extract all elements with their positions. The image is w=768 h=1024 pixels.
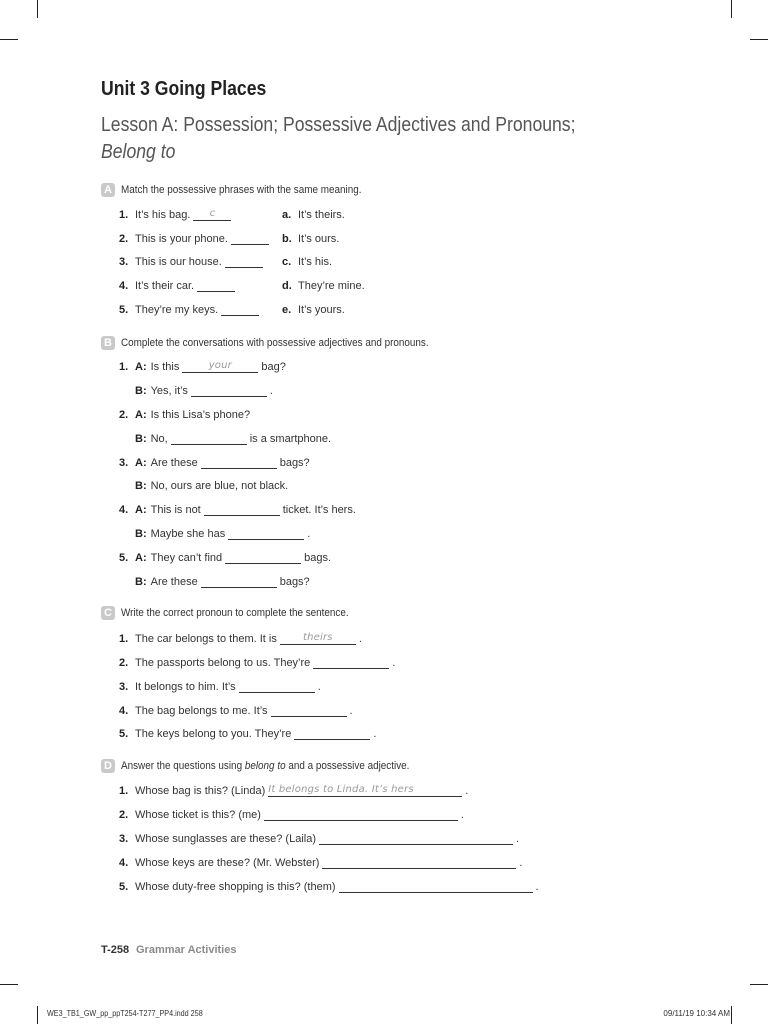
crop-mark	[731, 1006, 732, 1024]
answer-blank[interactable]	[294, 727, 370, 740]
item-number: 2.	[119, 233, 129, 245]
item-number: 5.	[119, 552, 129, 564]
answer-blank[interactable]	[313, 656, 389, 669]
section-c-instruction: Write the correct pronoun to complete the sentence.	[121, 607, 349, 619]
handwritten-answer: It belongs to Linda. It’s hers	[268, 784, 414, 795]
section-a-item	[119, 230, 272, 245]
item-text: The keys belong to you. They’re	[135, 728, 292, 740]
section-a-item	[119, 301, 262, 316]
answer-blank[interactable]	[271, 704, 347, 717]
option-text: It’s theirs.	[298, 209, 345, 221]
option-text: It’s his.	[298, 256, 333, 268]
item-number: 1.	[119, 633, 129, 645]
section-a-option	[282, 301, 345, 316]
answer-blank[interactable]	[182, 360, 258, 373]
section-a-option	[282, 253, 332, 268]
item-text: Whose bag is this? (Linda)	[135, 785, 266, 797]
item-text: Whose duty-free shopping is this? (them)	[135, 881, 336, 893]
section-c-item	[119, 630, 362, 645]
section-b-header	[101, 336, 463, 350]
item-text: .	[460, 809, 464, 821]
option-letter: b.	[282, 233, 292, 245]
speaker-label: B:	[135, 480, 147, 492]
line-text: No, ours are blue, not black.	[150, 480, 289, 492]
dialogue-line-a	[119, 454, 310, 469]
option-text: It’s ours.	[298, 233, 340, 245]
dialogue-line-a	[119, 358, 286, 373]
option-letter: a.	[282, 209, 292, 221]
item-number: 4.	[119, 280, 129, 292]
section-a-option	[282, 277, 365, 292]
crop-mark	[37, 0, 38, 18]
item-number: 5.	[119, 881, 129, 893]
line-text: Are these	[150, 457, 198, 469]
item-number: 5.	[119, 304, 129, 316]
section-d-header	[101, 759, 441, 773]
line-text: Is this Lisa’s phone?	[150, 409, 251, 421]
instruction-text: Answer the questions using	[121, 760, 245, 772]
answer-blank[interactable]	[193, 208, 231, 221]
line-text: ticket. It’s hers.	[282, 504, 356, 516]
item-number: 4.	[119, 857, 129, 869]
speaker-label: B:	[135, 385, 147, 397]
speaker-label: A:	[135, 409, 147, 421]
item-text: .	[358, 633, 362, 645]
lesson-title-line1: Lesson A: Possession; Possessive Adjectives and Pronouns;	[101, 114, 576, 136]
answer-blank[interactable]	[319, 832, 513, 845]
handwritten-answer: theirs	[303, 632, 333, 643]
item-text: Whose sunglasses are these? (Laila)	[135, 833, 316, 845]
item-number: 5.	[119, 728, 129, 740]
item-number: 4.	[119, 705, 129, 717]
answer-blank[interactable]	[239, 680, 315, 693]
answer-blank[interactable]	[201, 456, 277, 469]
option-letter: d.	[282, 280, 292, 292]
handwritten-answer: c	[209, 208, 216, 219]
item-number: 4.	[119, 504, 129, 516]
date-slug: 09/11/19 10:34 AM	[663, 1009, 730, 1018]
item-number: 1.	[119, 209, 129, 221]
line-text: bag?	[261, 361, 286, 373]
item-text: The passports belong to us. They’re	[135, 657, 311, 669]
item-text: .	[535, 881, 539, 893]
answer-blank[interactable]	[322, 856, 516, 869]
item-text: This is your phone.	[135, 233, 228, 245]
item-text: It’s their car.	[135, 280, 195, 292]
handwritten-answer: your	[208, 360, 232, 371]
speaker-label: B:	[135, 528, 147, 540]
answer-blank[interactable]	[197, 279, 235, 292]
speaker-label: A:	[135, 361, 147, 373]
speaker-label: B:	[135, 433, 147, 445]
item-text: It’s his bag.	[135, 209, 191, 221]
line-text: bags.	[304, 552, 332, 564]
section-a-option	[282, 206, 345, 221]
dialogue-line-a	[119, 406, 250, 421]
section-d-item	[119, 806, 464, 821]
line-text: No,	[150, 433, 168, 445]
line-text: bags?	[279, 457, 310, 469]
section-a-item	[119, 206, 234, 221]
answer-blank[interactable]	[280, 632, 356, 645]
option-text: It’s yours.	[298, 304, 345, 316]
lesson-title	[101, 112, 575, 166]
section-d-badge: D	[101, 759, 115, 773]
line-text: Is this	[150, 361, 180, 373]
item-number: 3.	[119, 681, 129, 693]
line-text: is a smartphone.	[249, 433, 332, 445]
option-text: They’re mine.	[298, 280, 365, 292]
item-text: It belongs to him. It’s	[135, 681, 236, 693]
crop-mark	[731, 0, 732, 18]
item-text: .	[465, 785, 469, 797]
item-number: 3.	[119, 457, 129, 469]
item-text: Whose keys are these? (Mr. Webster)	[135, 857, 320, 869]
section-a-item	[119, 277, 238, 292]
answer-blank[interactable]	[191, 384, 267, 397]
answer-blank[interactable]	[201, 575, 277, 588]
line-text: Maybe she has	[150, 528, 226, 540]
dialogue-line-b	[135, 525, 310, 540]
item-number: 3.	[119, 256, 129, 268]
item-number: 2.	[119, 809, 129, 821]
section-d-item	[119, 854, 522, 869]
item-text: .	[373, 728, 377, 740]
footer-section-label: Grammar Activities	[136, 944, 237, 956]
dialogue-line-b	[135, 477, 288, 492]
item-number: 3.	[119, 833, 129, 845]
section-c-item	[119, 725, 376, 740]
line-text: This is not	[150, 504, 201, 516]
speaker-label: A:	[135, 457, 147, 469]
line-text: .	[307, 528, 311, 540]
item-text: Whose ticket is this? (me)	[135, 809, 261, 821]
page-number: T-258	[101, 944, 130, 956]
item-text: .	[317, 681, 321, 693]
answer-blank[interactable]	[268, 784, 462, 797]
section-d-instruction	[121, 760, 409, 772]
answer-blank[interactable]	[171, 432, 247, 445]
section-c-item	[119, 678, 321, 693]
item-text: .	[515, 833, 520, 845]
section-c-badge: C	[101, 606, 115, 620]
answer-blank[interactable]	[231, 232, 269, 245]
line-text: Yes, it’s	[150, 385, 188, 397]
answer-blank[interactable]	[225, 551, 301, 564]
section-a-badge: A	[101, 183, 115, 197]
section-c-item	[119, 702, 353, 717]
section-a-instruction: Match the possessive phrases with the same meaning.	[121, 184, 362, 196]
section-a-item	[119, 253, 266, 268]
answer-blank[interactable]	[228, 527, 304, 540]
dialogue-line-b	[135, 430, 331, 445]
section-c-item	[119, 654, 395, 669]
instruction-italic: belong to	[244, 760, 286, 772]
crop-mark	[0, 39, 18, 40]
section-b-instruction: Complete the conversations with possessive adjectives and pronouns.	[121, 337, 429, 349]
speaker-label: A:	[135, 504, 147, 516]
file-slug: WE3_TB1_GW_pp_ppT254-T277_PP4.indd 258	[47, 1009, 203, 1018]
speaker-label: A:	[135, 552, 147, 564]
item-text: The bag belongs to me. It’s	[135, 705, 268, 717]
item-text: .	[349, 705, 353, 717]
option-letter: c.	[282, 256, 292, 268]
item-number: 1.	[119, 785, 129, 797]
item-text: .	[519, 857, 523, 869]
crop-mark	[0, 984, 18, 985]
item-text: The car belongs to them. It is	[135, 633, 277, 645]
crop-mark	[750, 39, 768, 40]
line-text: They can’t find	[150, 552, 223, 564]
item-text: .	[392, 657, 396, 669]
dialogue-line-b	[135, 382, 273, 397]
dialogue-line-a	[119, 549, 331, 564]
answer-blank[interactable]	[339, 880, 533, 893]
item-text: This is our house.	[135, 256, 222, 268]
answer-blank[interactable]	[204, 503, 280, 516]
section-d-item	[119, 830, 519, 845]
answer-blank[interactable]	[264, 808, 458, 821]
crop-mark	[37, 1006, 38, 1024]
item-number: 1.	[119, 361, 129, 373]
unit-title: Unit 3 Going Places	[101, 78, 267, 100]
section-d-item	[119, 782, 468, 797]
section-c-header	[101, 606, 374, 620]
instruction-text: and a possessive adjective.	[285, 760, 410, 772]
answer-blank[interactable]	[225, 255, 263, 268]
dialogue-line-a	[119, 501, 356, 516]
item-text: They’re my keys.	[135, 304, 219, 316]
crop-mark	[750, 984, 768, 985]
section-a-header	[101, 183, 388, 197]
item-number: 2.	[119, 409, 129, 421]
lesson-title-line2: Belong to	[101, 141, 176, 163]
line-text: bags?	[279, 576, 310, 588]
section-b-badge: B	[101, 336, 115, 350]
section-d-item	[119, 878, 539, 893]
dialogue-line-b	[135, 573, 310, 588]
item-number: 2.	[119, 657, 129, 669]
line-text: .	[269, 385, 273, 397]
answer-blank[interactable]	[221, 303, 259, 316]
speaker-label: B:	[135, 576, 147, 588]
section-a-option	[282, 230, 339, 245]
line-text: Are these	[150, 576, 198, 588]
option-letter: e.	[282, 304, 292, 316]
